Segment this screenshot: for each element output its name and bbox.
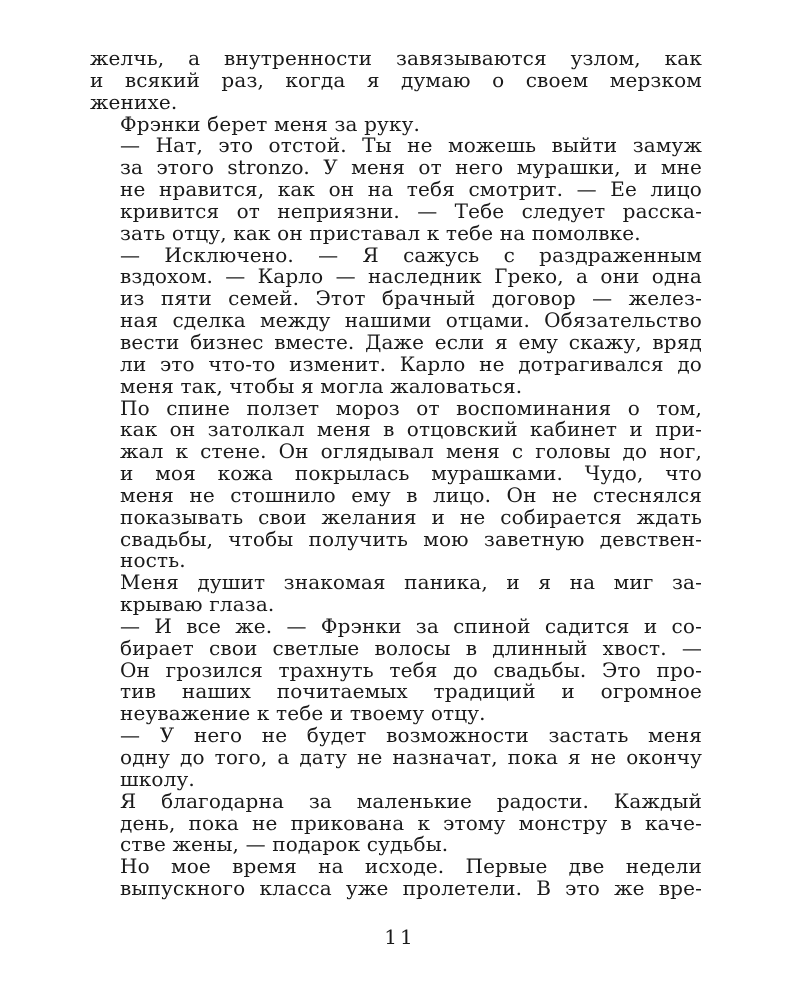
text-line: Меня душит знакомая паника, и я на миг за-	[120, 570, 702, 595]
page-number: 11	[384, 925, 416, 949]
paragraph	[90, 135, 702, 244]
paragraph	[90, 725, 702, 791]
text-line: меня не стошнило ему в лицо. Он не стеснялся	[120, 482, 702, 507]
text-line: бирает свои светлые волосы в длинный хвост. —	[120, 635, 702, 660]
text-line: школу.	[120, 766, 195, 791]
text-line: кривится от неприязни. — Тебе следует расска-	[120, 198, 702, 223]
paragraph	[90, 613, 702, 726]
text-line: показывать свои желания и не собирается ждать	[120, 504, 702, 529]
text-line: из пяти семей. Этот брачный договор — желез-	[120, 286, 702, 311]
text-line: за этого stronzo. У меня от него мурашки, и мне	[120, 155, 702, 180]
text-line: и моя кожа покрылась мурашками. Чудо, что	[120, 461, 702, 486]
paragraph	[90, 788, 702, 857]
text-line: ли это что-то изменит. Карло не дотрагивался до	[120, 351, 702, 376]
paragraph	[90, 572, 702, 616]
text-line: день, пока не прикована к этому монстру в каче-	[120, 810, 702, 835]
text-line: По спине ползет мороз от воспоминания о том,	[120, 395, 702, 420]
text-line: — И все же. — Фрэнки за спиной садится и со-	[120, 613, 702, 638]
text-line: ная сделка между нашими отцами. Обязательство	[120, 308, 702, 333]
text-line: Я благодарна за маленькие радости. Каждый	[120, 788, 702, 813]
text-line: жал к стене. Он оглядывал меня с головы до ног,	[120, 439, 702, 464]
text-line: меня так, чтобы я могла жаловаться.	[120, 373, 523, 398]
text-line: желчь, а внутренности завязываются узлом, как	[90, 46, 702, 70]
text-line: стве жены, — подарок судьбы.	[120, 832, 449, 857]
text-line: Фрэнки берет меня за руку.	[120, 111, 421, 136]
text-line: Он грозился трахнуть тебя до свадьбы. Это про-	[120, 657, 702, 682]
text-line: зать отцу, как он приставал к тебе на помолвке.	[120, 220, 641, 245]
text-line: — Нат, это отстой. Ты не можешь выйти замуж	[120, 133, 702, 158]
paragraph	[90, 395, 702, 573]
text-line: Но мое время на исходе. Первые две недели	[120, 854, 702, 879]
paragraph	[90, 242, 702, 398]
text-line: свадьбы, чтобы получить мою заветную девствен-	[120, 526, 702, 551]
text-line: крываю глаза.	[120, 592, 275, 617]
paragraph	[90, 48, 702, 114]
text-line: неуважение к тебе и твоему отцу.	[120, 701, 486, 726]
text-line: не нравится, как он на тебя смотрит. — Ее лицо	[120, 177, 702, 202]
text-line: ность.	[120, 548, 186, 573]
text-line: выпускного класса уже пролетели. В это же вре-	[120, 876, 702, 901]
paragraph	[90, 856, 702, 900]
text-line: — Исключено. — Я сажусь с раздраженным	[120, 242, 702, 267]
text-line: вести бизнес вместе. Даже если я ему скажу, вряд	[120, 329, 702, 354]
paragraph	[90, 111, 702, 136]
text-line: — У него не будет возможности застать меня	[120, 723, 702, 748]
body-text	[90, 48, 702, 900]
text-line: вздохом. — Карло — наследник Греко, а они одна	[120, 264, 702, 289]
text-line: и всякий раз, когда я думаю о своем мерзком	[90, 67, 702, 92]
text-line: тив наших почитаемых традиций и огромное	[120, 679, 702, 704]
text-line: женихе.	[90, 89, 178, 114]
text-line: одну до того, а дату не назначат, пока я не окончу	[120, 745, 702, 769]
text-line: как он затолкал меня в отцовский кабинет и при-	[120, 417, 702, 442]
